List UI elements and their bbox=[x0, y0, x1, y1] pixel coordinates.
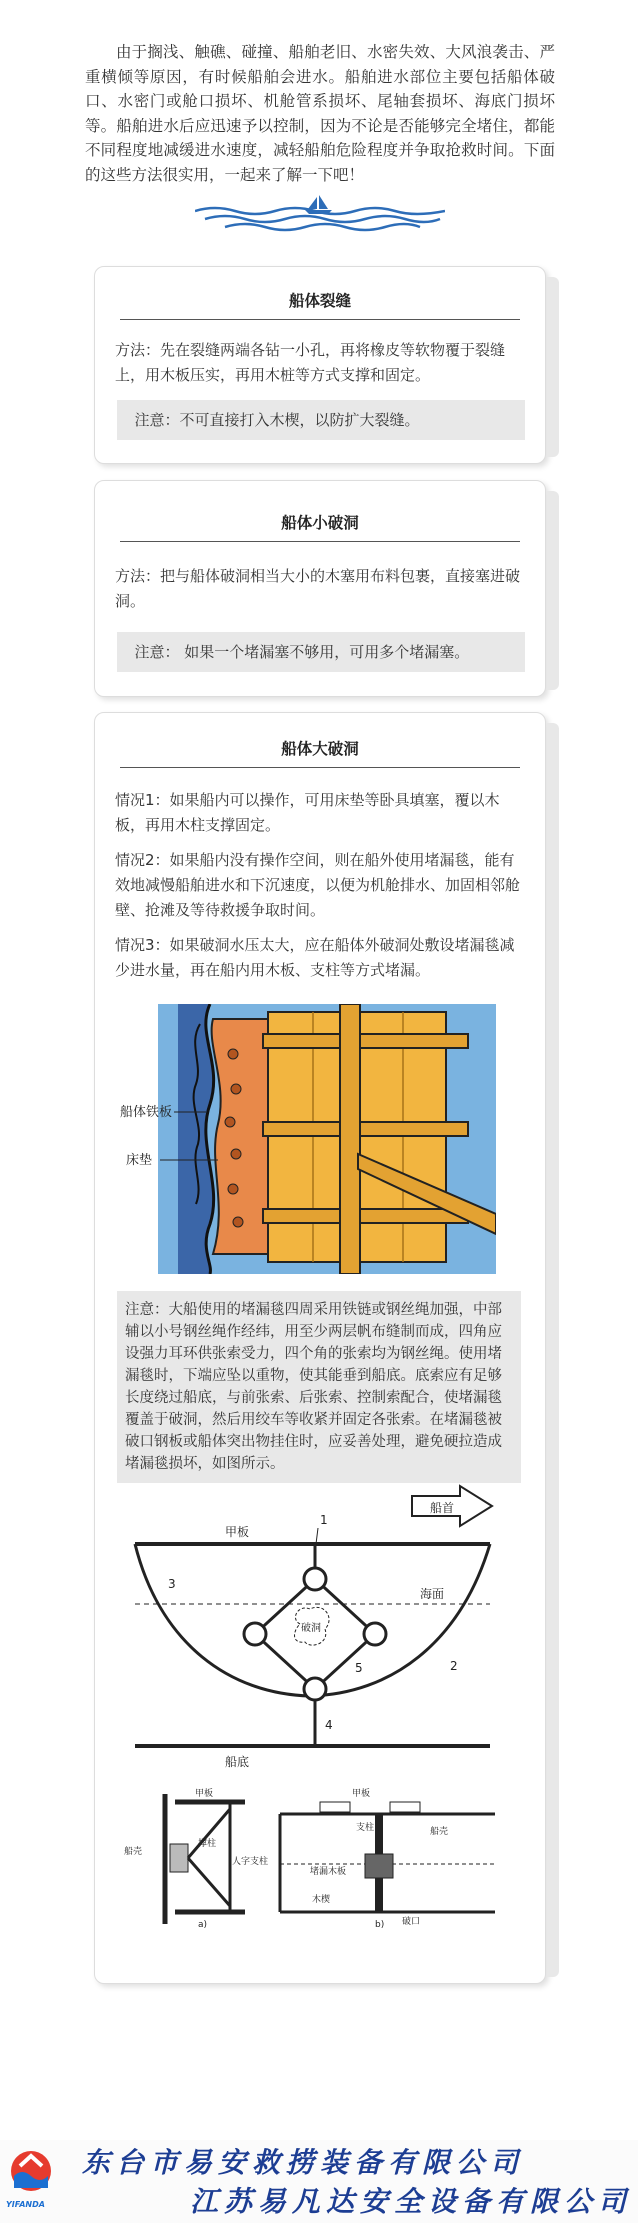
card-title: 船体小破洞 bbox=[120, 511, 520, 542]
label-hull-plate: 船体铁板 bbox=[120, 1105, 173, 1120]
card-title: 船体裂缝 bbox=[120, 289, 520, 320]
num-2: 2 bbox=[450, 1659, 458, 1673]
card-method: 方法：把与船体破洞相当大小的木塞用布料包裹，直接塞进破洞。 bbox=[115, 567, 521, 610]
case-2: 情况2：如果船内没有操作空间，则在船外使用堵漏毯，能有效地减慢船舶进水和下沉速度，以便为机舱排水、加固相邻舱壁、抢滩及等待救援争取时间。 bbox=[115, 851, 521, 919]
label-hole-b: 破口 bbox=[402, 1917, 421, 1927]
case-3: 情况3：如果破洞水压太大，应在船体外破洞处敷设堵漏毯减少进水量，再在船内用木板、支柱等方式堵漏。 bbox=[115, 936, 515, 979]
intro-paragraph: 由于搁浅、触礁、碰撞、船舶老旧、水密失效、大风浪袭击、严重横倾等原因，有时候船舶会进水。船舶进水部位主要包括船体破口、水密门或舱口损坏、机舱管系损坏、尾轴套损坏、海底门损坏等。船舶进水后应迅速予以控制，因为不论是否能够完全堵住，都能不同程度地减缓进水速度，减轻船舶危险程度并争取抢救时间。下面的这些方法很实用，一起来了解一下吧！ bbox=[85, 43, 555, 184]
label-plate: 堵漏木板 bbox=[310, 1867, 347, 1877]
card-method: 方法：先在裂缝两端各钻一小孔，再将橡皮等软物覆于裂缝上，用木板压实，再用木桩等方式支撑和固定。 bbox=[115, 341, 506, 384]
label-hull-b: 船壳 bbox=[430, 1827, 449, 1837]
label-deck: 甲板 bbox=[225, 1525, 250, 1539]
num-1: 1 bbox=[320, 1513, 328, 1527]
card-small-hole bbox=[94, 480, 546, 697]
company-name-2: 江苏易凡达安全设备有限公司 bbox=[190, 2185, 633, 2218]
logo-text: YIFANDA bbox=[6, 2200, 45, 2209]
card-note: 注意： 如果一个堵漏塞不够用，可用多个堵漏塞。 bbox=[117, 632, 525, 672]
card-hull-crack bbox=[94, 266, 546, 464]
label-hole: 破洞 bbox=[301, 1623, 321, 1634]
shoring-diagram bbox=[120, 1784, 500, 1930]
label-deck-b: 甲板 bbox=[352, 1789, 371, 1799]
company-logo bbox=[8, 2148, 54, 2198]
company-name-1: 东台市易安救捞装备有限公司 bbox=[82, 2146, 525, 2179]
label-direction: 船首 bbox=[430, 1501, 455, 1515]
card-title: 船体大破洞 bbox=[120, 737, 520, 768]
label-person: 人字支柱 bbox=[232, 1857, 269, 1867]
label-prop: 撑柱 bbox=[198, 1839, 217, 1849]
num-5: 5 bbox=[355, 1661, 363, 1675]
mattress-patch-illustration bbox=[118, 1004, 496, 1274]
label-deck-a: 甲板 bbox=[195, 1789, 214, 1799]
card-note: 注意：大船使用的堵漏毯四周采用铁链或钢丝绳加强，中部辅以小号钢丝绳作经纬，用至少两层帆布缝制而成，四角应设强力耳环供张索受力，四个角的张索均为钢丝绳。使用堵漏毯时，下端应坠以重物，使其能垂到船底。底索应有足够长度绕过船底，与前张索、后张索、控制索配合，使堵漏毯覆盖于破洞，然后用绞车等收紧并固定各张索。在堵漏毯被破口钢板或船体突出物挂住时，应妥善处理，避免硬拉造成堵漏毯损坏，如图所示。 bbox=[117, 1291, 521, 1483]
num-3: 3 bbox=[168, 1577, 176, 1591]
num-4: 4 bbox=[325, 1718, 333, 1732]
case-1: 情况1：如果船内可以操作，可用床垫等卧具填塞，覆以木板，再用木柱支撑固定。 bbox=[115, 791, 500, 834]
label-hull-a: 船壳 bbox=[124, 1847, 143, 1857]
card-note: 注意：不可直接打入木楔，以防扩大裂缝。 bbox=[117, 400, 525, 440]
label-wood: 木楔 bbox=[312, 1895, 331, 1905]
label-water: 海面 bbox=[420, 1587, 445, 1601]
label-mattress: 床垫 bbox=[126, 1153, 153, 1168]
collision-mat-diagram bbox=[120, 1484, 500, 1774]
label-post: 支柱 bbox=[356, 1823, 375, 1833]
sailboat-icon bbox=[305, 195, 332, 214]
label-bottom: 船底 bbox=[225, 1755, 250, 1769]
caption-a: a) bbox=[198, 1920, 208, 1930]
wave-divider bbox=[195, 193, 445, 233]
caption-b: b) bbox=[375, 1920, 385, 1930]
